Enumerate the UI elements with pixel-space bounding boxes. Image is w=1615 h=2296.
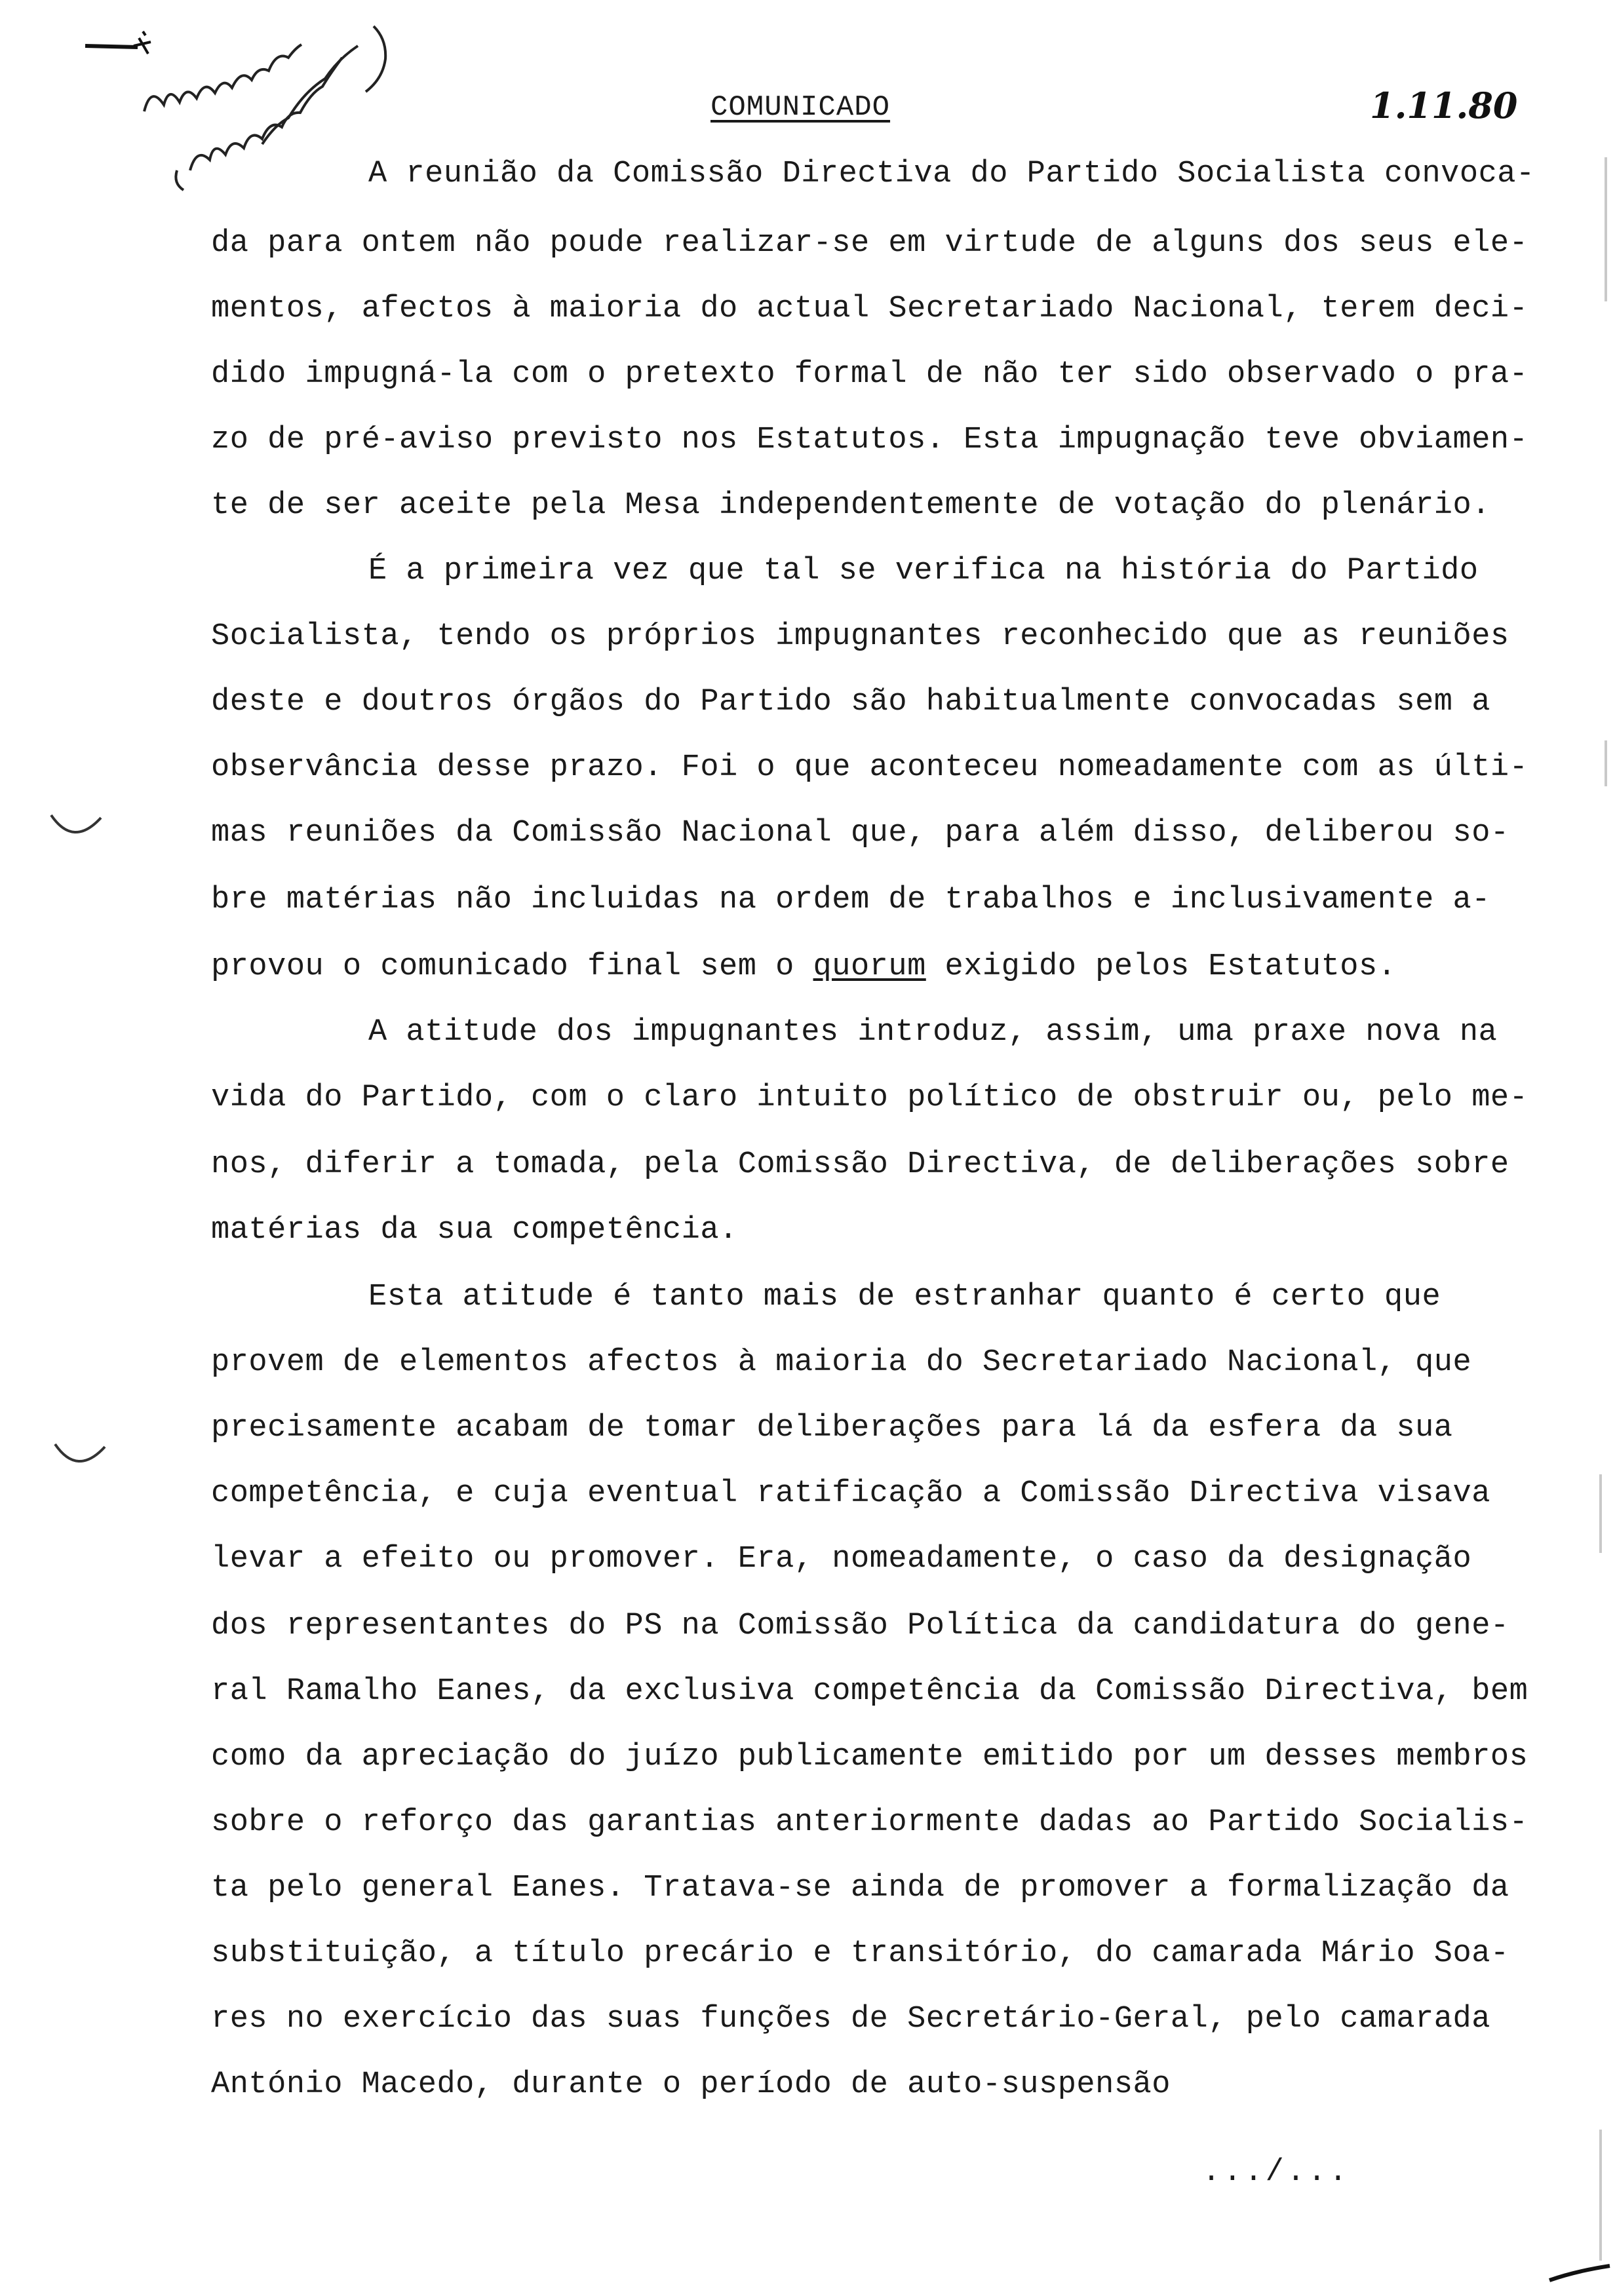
text-line: A atitude dos impugnantes introduz, assim, uma praxe nova na (368, 1015, 1498, 1050)
text-line (211, 947, 1396, 987)
text-line: competência, e cuja eventual ratificação a Comissão Directiva visava (211, 1476, 1490, 1511)
text-line: da para ontem não poude realizar-se em virtude de alguns dos seus ele- (211, 226, 1528, 261)
text-line: observância desse prazo. Foi o que aconteceu nomeadamente com as últi- (211, 750, 1528, 785)
text-line: ral Ramalho Eanes, da exclusiva competência da Comissão Directiva, bem (211, 1674, 1528, 1709)
text-line: dos representantes do PS na Comissão Política da candidatura do gene- (211, 1609, 1509, 1643)
text-line: res no exercício das suas funções de Secretário-Geral, pelo camarada (211, 2002, 1490, 2037)
text-line: deste e doutros órgãos do Partido são habitualmente convocadas sem a (211, 685, 1490, 719)
text-line: zo de pré-aviso previsto nos Estatutos. Esta impugnação teve obviamen- (211, 423, 1528, 457)
handwritten-date: 1.11.80 (1370, 85, 1518, 126)
text-line: precisamente acabam de tomar deliberações para lá da esfera da sua (211, 1411, 1453, 1445)
text-line: É a primeira vez que tal se verifica na história do Partido (368, 554, 1479, 588)
document-title: COMUNICADO (710, 91, 891, 124)
corner-mark (1547, 2254, 1612, 2287)
text-line: mentos, afectos à maioria do actual Secretariado Nacional, terem deci- (211, 292, 1528, 326)
punch-hole-mark (51, 1438, 110, 1477)
text-line: ta pelo general Eanes. Tratava-se ainda de promover a formalização da (211, 1871, 1509, 1905)
text-segment: provou o comunicado final sem o (211, 949, 813, 984)
text-segment: exigido pelos Estatutos. (925, 949, 1397, 984)
text-line: matérias da sua competência. (211, 1213, 738, 1248)
text-line: provem de elementos afectos à maioria do Secretariado Nacional, que (211, 1345, 1472, 1380)
margin-mark (1599, 1474, 1602, 1553)
text-line: Socialista, tendo os próprios impugnantes reconhecido que as reuniões (211, 619, 1509, 654)
underlined-word: quorum (813, 949, 926, 984)
margin-mark (1605, 740, 1607, 786)
margin-mark (1605, 157, 1607, 301)
margin-mark (1599, 2130, 1602, 2261)
text-line: levar a efeito ou promover. Era, nomeadamente, o caso da designação (211, 1542, 1472, 1577)
text-line: António Macedo, durante o período de auto-suspensão (211, 2067, 1171, 2102)
text-line: substituição, a título precário e transitório, do camarada Mário Soa- (211, 1936, 1509, 1971)
text-line: te de ser aceite pela Mesa independentemente de votação do plenário. (211, 488, 1490, 523)
text-line: mas reuniões da Comissão Nacional que, para além disso, deliberou so- (211, 816, 1509, 851)
punch-hole-mark (47, 809, 106, 848)
text-line: Esta atitude é tanto mais de estranhar quanto é certo que (368, 1280, 1441, 1314)
text-line: nos, diferir a tomada, pela Comissão Directiva, de deliberações sobre (211, 1147, 1509, 1182)
text-line: sobre o reforço das garantias anteriormente dadas ao Partido Socialis- (211, 1805, 1528, 1840)
text-line: bre matérias não incluidas na ordem de trabalhos e inclusivamente a- (211, 883, 1490, 917)
text-line: vida do Partido, com o claro intuito político de obstruir ou, pelo me- (211, 1081, 1528, 1115)
text-line: como da apreciação do juízo publicamente emitido por um desses membros (211, 1740, 1528, 1774)
continuation-mark: .../... (1202, 2155, 1350, 2190)
text-line: dido impugná-la com o pretexto formal de não ter sido observado o pra- (211, 357, 1528, 392)
text-line: A reunião da Comissão Directiva do Partido Socialista convoca- (368, 157, 1535, 191)
